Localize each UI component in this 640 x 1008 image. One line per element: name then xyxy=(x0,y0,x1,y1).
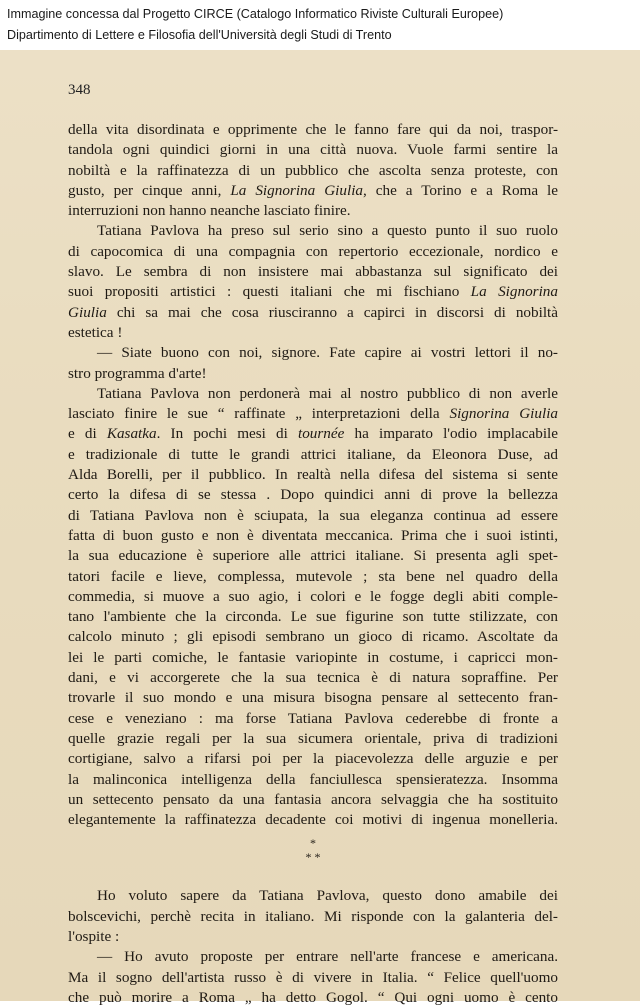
text-line: di capocomica di una compagnia con repertorio eccezionale, nordico e xyxy=(68,242,558,260)
title-italic: Signorina Giulia xyxy=(449,405,559,423)
text-line: tandola ogni quindici giorni in una città nuova. Vuole farmi sentire la xyxy=(68,141,558,159)
text-line: lasciato finire le sue “ raffinate „ interpretazioni della Signorina Giulia xyxy=(68,405,559,423)
text-line: suoi propositi artistici : questi italiani che mi fischiano La Signorina xyxy=(68,283,558,301)
text-line: dani, e vi accorgerete che la sua tecnica è di natura sopraffine. Per xyxy=(68,669,558,687)
text-line: calcolo minuto ; gli episodi sembrano un gioco di ricamo. Ascoltate da xyxy=(68,628,558,646)
title-italic: tournée xyxy=(297,425,345,443)
text-line: slavo. Le sembra di non insistere mai abbastanza sul significato dei xyxy=(68,263,558,281)
text-line: lei le parti comiche, le fantasie variopinte in costume, i capricci mon- xyxy=(68,648,558,666)
text-line: di Tatiana Pavlova non è sciupata, la sua eleganza continua ad essere xyxy=(68,506,558,524)
title-italic: Kasatka xyxy=(106,425,157,443)
text-line: commedia, si muove a suo agio, i colori e le fogge degli abiti comple- xyxy=(68,587,558,605)
body-text xyxy=(68,120,558,1008)
text-line: quelle grazie regali per la sua sicumera orientale, priva di tradizioni xyxy=(68,729,558,747)
text-line: l'ospite : xyxy=(68,927,120,945)
header-line-2: Dipartimento di Lettere e Filosofia dell'Università degli Studi di Trento xyxy=(7,28,392,42)
title-italic: Giulia xyxy=(68,303,107,321)
text-line: tano l'ambiente che la circonda. Le sue figurine son tutte stilizzate, con xyxy=(68,608,558,626)
text-line: la malinconica intelligenza della fanciullesca spensieratezza. Insomma xyxy=(68,770,558,788)
text-line: Ho voluto sapere da Tatiana Pavlova, questo dono amabile dei xyxy=(97,887,558,905)
text-line: e tradizionale di tutte le grandi attrici italiane, da Eleonora Duse, ad xyxy=(68,445,558,463)
text-line: Tatiana Pavlova ha preso sul serio sino a questo punto il suo ruolo xyxy=(97,222,558,240)
title-italic: La Signorina xyxy=(470,283,558,301)
page-number: 348 xyxy=(68,82,91,98)
text-line: stro programma d'arte! xyxy=(68,364,207,382)
text-line: elegantemente la raffinatezza decadente coi motivi di ingenua monelleria. xyxy=(68,811,558,829)
text-line: gusto, per cinque anni, La Signorina Giulia, che a Torino e a Roma le xyxy=(68,181,558,199)
text-line: tatori facile e lieve, complessa, mutevole ; sta bene nel quadro della xyxy=(68,567,558,585)
text-line: Alda Borelli, per il pubblico. In realtà nella difesa del sistema si sente xyxy=(68,466,558,484)
text-line: cese e veneziano : ma forse Tatiana Pavlova cederebbe di fronte a xyxy=(68,709,558,727)
text-line: la sua educazione è superiore alle attrici italiane. Si presenta agli spet- xyxy=(68,547,558,565)
text-line: interruzioni non hanno neanche lasciato finire. xyxy=(68,202,351,220)
text-line: bolscevichi, perchè recita in italiano. Mi risponde con la galanteria del- xyxy=(68,907,558,925)
text-line: che può morire a Roma „ ha detto Gogol. “ Qui ogni uomo è cento xyxy=(68,988,558,1006)
text-line: della vita disordinata e opprimente che le fanno fare qui da noi, traspor- xyxy=(68,121,558,138)
text-line: un settecento pensato da una fantasia ancora selvaggia che ha sostituito xyxy=(68,790,558,808)
text-line: fatta di buon gusto e non è diventata meccanica. Prima che i suoi istinti, xyxy=(68,526,558,544)
text-line: e di Kasatka. In pochi mesi di tournée ha imparato l'odio implacabile xyxy=(68,425,559,443)
text-line: nobiltà e la raffinatezza di un pubblico che ascolta senza proteste, con xyxy=(68,161,558,179)
scanned-page xyxy=(0,50,640,1006)
title-italic: La Signorina Giulia xyxy=(230,181,364,199)
text-line: Giulia chi sa mai che cosa riusciranno a capirci in discorsi di nobiltà xyxy=(68,303,558,321)
text-line: cortigiane, salvo a rifarsi poi per la piacevolezza delle arguzie e per xyxy=(68,750,558,768)
text-line: estetica ! xyxy=(68,323,123,341)
text-line: — Siate buono con noi, signore. Fate capire ai vostri lettori il no- xyxy=(97,344,558,362)
text-line: Tatiana Pavlova non perdonerà mai al nostro pubblico di non averle xyxy=(97,384,558,402)
text-line: certo la difesa di se stessa . Dopo quindici anni di prove la bellezza xyxy=(68,486,558,504)
asterism-divider: * * * xyxy=(305,836,321,865)
source-header xyxy=(0,0,640,50)
text-line: trovarle il suo mondo e una misura bisogna pensare al settecento fran- xyxy=(68,689,558,707)
header-line-1: Immagine concessa dal Progetto CIRCE (Catalogo Informatico Riviste Culturali Europee) xyxy=(7,7,504,21)
text-line: — Ho avuto proposte per entrare nell'arte francese e americana. xyxy=(97,948,558,966)
text-line: Ma il sogno dell'artista russo è di vivere in Italia. “ Felice quell'uomo xyxy=(68,968,558,986)
